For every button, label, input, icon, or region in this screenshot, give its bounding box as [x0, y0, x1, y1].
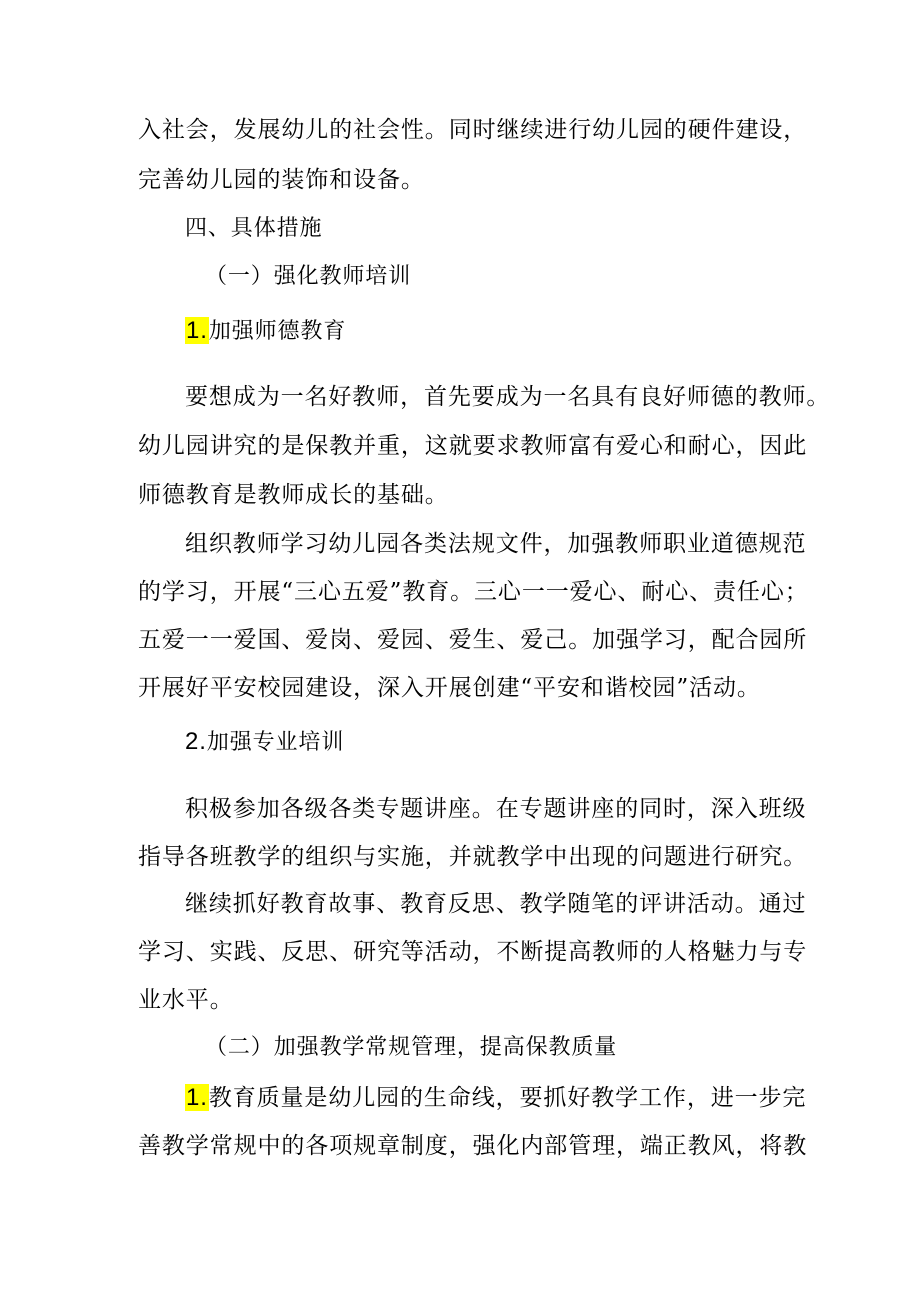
- text-line: 幼儿园讲究的是保教并重，这就要求教师富有爱心和耐心，因此: [138, 433, 808, 459]
- text-line: 的学习，开展“三心五爱”教育。三心一一爱心、耐心、责任心；: [138, 579, 809, 605]
- highlighted-number: 1.: [186, 1084, 208, 1111]
- text-line: 入社会，发展幼儿的社会性。同时继续进行幼儿园的硬件建设，: [138, 117, 808, 143]
- text-line: 要想成为一名好教师，首先要成为一名具有良好师德的教师。: [185, 384, 831, 410]
- text-span: 教育质量是幼儿园的生命线，要抓好教学工作，进一步完: [208, 1085, 807, 1111]
- item-title: 加强专业培训: [206, 730, 345, 755]
- subsection-heading: （二）加强教学常规管理，提高保教质量: [205, 1035, 618, 1060]
- item-heading: [185, 726, 855, 759]
- text-line: [185, 1082, 855, 1114]
- text-line: 业水平。: [138, 987, 234, 1013]
- item-heading: [185, 315, 855, 348]
- text-line: 善教学常规中的各项规章制度，强化内部管理，端正教风，将教: [138, 1133, 808, 1159]
- text-line: 组织教师学习幼儿园各类法规文件，加强教师职业道德规范: [185, 531, 807, 557]
- text-line: 继续抓好教育故事、教育反思、教学随笔的评讲活动。通过: [185, 891, 807, 917]
- item-title: 加强师德教育: [208, 319, 347, 344]
- item-number: 2.: [185, 728, 207, 755]
- text-line: 指导各班教学的组织与实施，并就教学中出现的问题进行研究。: [138, 844, 808, 870]
- highlighted-number: 1.: [186, 317, 208, 344]
- text-line: 开展好平安校园建设，深入开展创建“平安和谐校园”活动。: [138, 675, 761, 701]
- text-line: 完善幼儿园的装饰和设备。: [138, 167, 425, 193]
- section-heading: 四、具体措施: [185, 216, 323, 241]
- text-line: 师德教育是教师成长的基础。: [138, 482, 449, 508]
- subsection-heading: （一）强化教师培训: [205, 264, 412, 289]
- text-line: 积极参加各级各类专题讲座。在专题讲座的同时，深入班级: [185, 796, 807, 822]
- text-line: 五爱一一爱国、爱岗、爱园、爱生、爱己。加强学习，配合园所: [138, 627, 808, 653]
- text-line: 学习、实践、反思、研究等活动，不断提高教师的人格魅力与专: [138, 939, 808, 965]
